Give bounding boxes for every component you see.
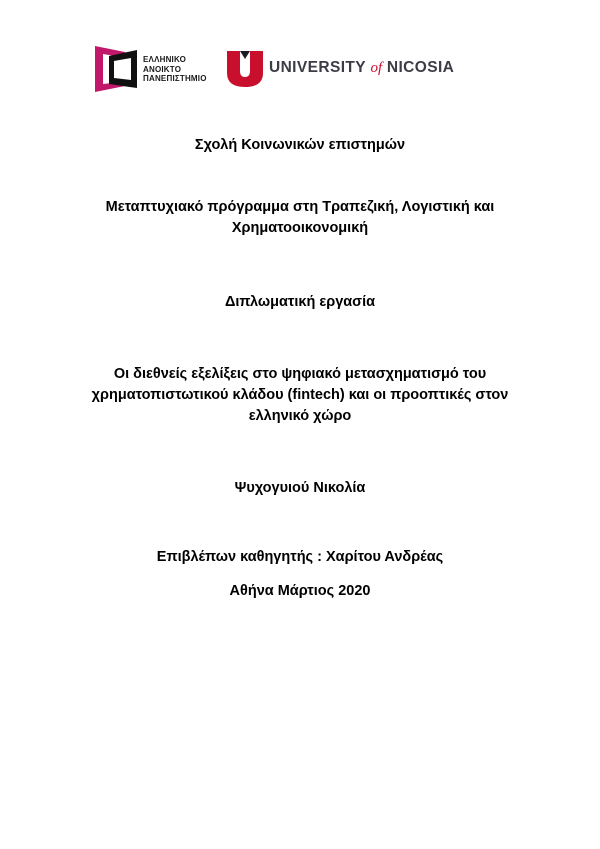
program-line-1: Μεταπτυχιακό πρόγραμμα στη Τραπεζική, Λογιστική και <box>105 199 495 215</box>
hellenic-open-university-logo-icon <box>95 46 139 92</box>
university-of-nicosia-wordmark: UNIVERSITY of NICOSIA <box>269 59 455 76</box>
supervisor: Επιβλέπων καθηγητής : Χαρίτου Ανδρέας <box>156 549 444 565</box>
place-and-date: Αθήνα Μάρτιος 2020 <box>229 583 371 599</box>
thesis-title-line-3: ελληνικό χώρο <box>248 408 352 424</box>
document-type: Διπλωματική εργασία <box>224 294 376 310</box>
logo-bar <box>95 46 475 94</box>
university-of-nicosia-shield-icon <box>227 51 263 87</box>
thesis-title-line-2: χρηματοπιστωτικού κλάδου (fintech) και οι προοπτικές στον <box>91 387 509 403</box>
hellenic-open-university-wordmark: ΕΛΛΗΝΙΚΟ ΑΝΟΙΚΤΟ ΠΑΝΕΠΙΣΤΗΜΙΟ <box>143 55 207 83</box>
author-name: Ψυχογυιού Νικολία <box>234 480 366 496</box>
thesis-title <box>40 364 560 427</box>
program-name <box>40 197 560 239</box>
school-name: Σχολή Κοινωνικών επιστημών <box>194 137 406 153</box>
program-line-2: Χρηματοοικονομική <box>231 220 369 236</box>
thesis-title-line-1: Οι διεθνείς εξελίξεις στο ψηφιακό μετασχηματισμό του <box>113 366 487 382</box>
